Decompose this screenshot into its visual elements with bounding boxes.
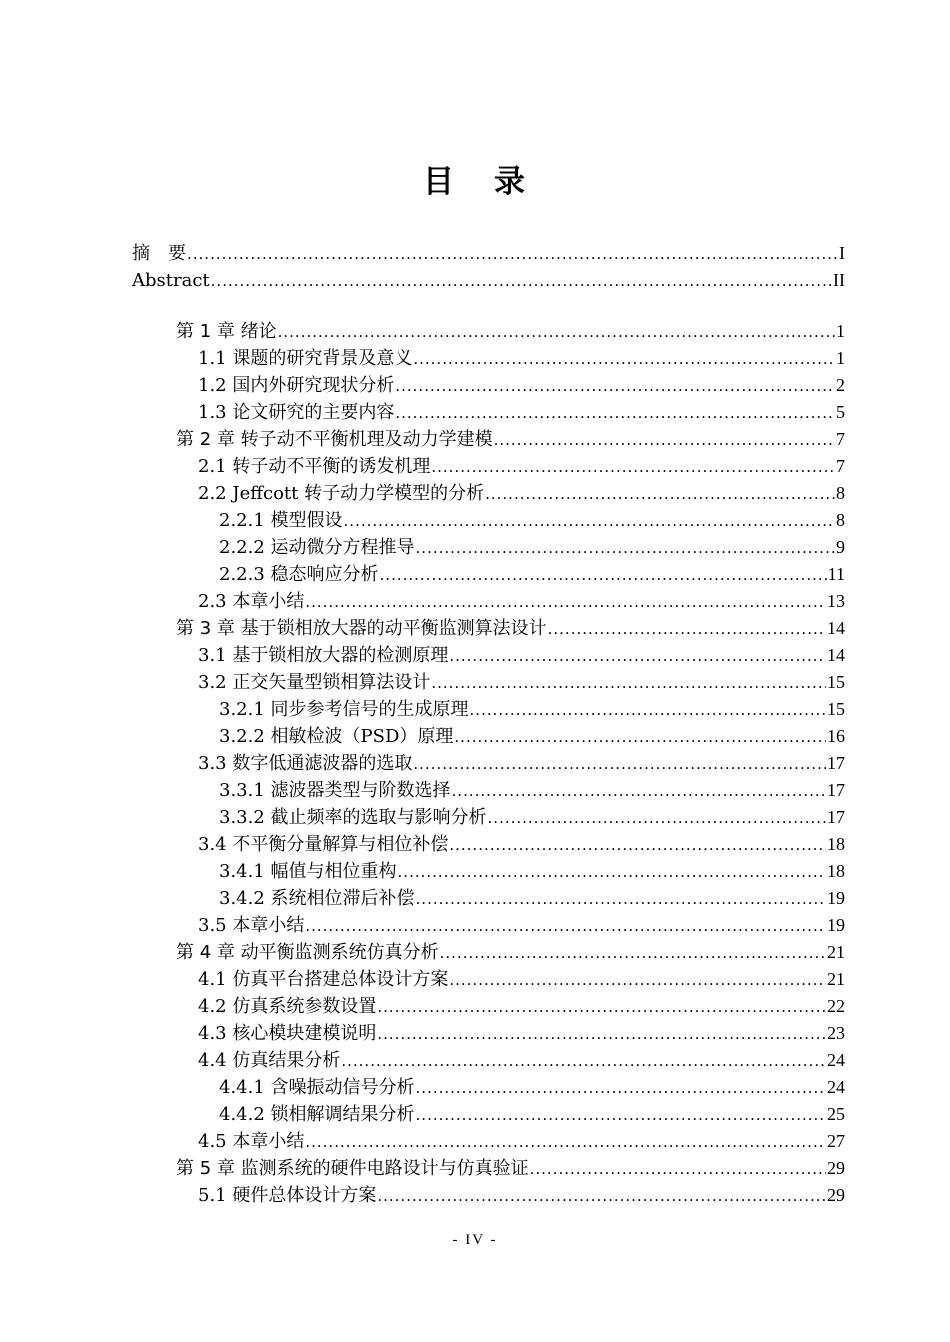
dot-leader: [440, 940, 826, 967]
chapter-entry[interactable]: [176, 939, 845, 966]
dot-leader: [377, 1021, 826, 1048]
page-number-footer: - IV -: [452, 1232, 498, 1248]
dot-leader: [431, 454, 835, 481]
dot-leader: [416, 886, 826, 913]
dot-leader: [305, 913, 826, 940]
chapter-page-number: 7: [836, 429, 845, 449]
front-entry[interactable]: [132, 267, 845, 294]
section-page-number: 24: [827, 1050, 845, 1070]
subsection-entry[interactable]: [219, 507, 845, 534]
section-entry[interactable]: [198, 1128, 845, 1155]
chapter-page-number: 29: [827, 1158, 845, 1178]
dot-leader: [395, 373, 835, 400]
section-page-number: 22: [827, 996, 845, 1016]
dot-leader: [395, 400, 835, 427]
subsection-page-number: 9: [836, 537, 845, 557]
section-page-number: 27: [827, 1131, 845, 1151]
subsection-label: 2.2.1 模型假设: [219, 510, 343, 531]
section-page-number: 7: [836, 456, 845, 476]
dot-leader: [454, 724, 826, 751]
dot-leader: [416, 1075, 826, 1102]
chapter-entry[interactable]: [176, 318, 845, 345]
subsection-entry[interactable]: [219, 561, 845, 588]
dot-leader: [341, 1048, 826, 1075]
section-entry[interactable]: [198, 1182, 845, 1209]
section-label: 5.1 硬件总体设计方案: [198, 1185, 377, 1206]
section-entry[interactable]: [198, 831, 845, 858]
subsection-page-number: 18: [827, 861, 845, 881]
section-entry[interactable]: [198, 453, 845, 480]
chapter-label: 第 1 章 绪论: [176, 321, 277, 342]
section-entry[interactable]: [198, 1020, 845, 1047]
dot-leader: [449, 832, 826, 859]
dot-leader: [494, 427, 835, 454]
subsection-label: 3.3.2 截止频率的选取与影响分析: [219, 807, 487, 828]
subsection-entry[interactable]: [219, 885, 845, 912]
section-label: 3.3 数字低通滤波器的选取: [198, 753, 413, 774]
front-page-number: I: [839, 243, 845, 263]
front-page-number: II: [833, 270, 845, 290]
subsection-entry[interactable]: [219, 696, 845, 723]
section-label: 2.1 转子动不平衡的诱发机理: [198, 456, 431, 477]
subsection-label: 4.4.1 含噪振动信号分析: [219, 1077, 415, 1098]
subsection-entry[interactable]: [219, 723, 845, 750]
section-entry[interactable]: [198, 399, 845, 426]
chapter-label: 第 4 章 动平衡监测系统仿真分析: [176, 942, 439, 963]
dot-leader: [278, 319, 835, 346]
section-label: 3.4 不平衡分量解算与相位补偿: [198, 834, 449, 855]
section-label: 4.1 仿真平台搭建总体设计方案: [198, 969, 449, 990]
dot-leader: [377, 994, 826, 1021]
section-label: 4.3 核心模块建模说明: [198, 1023, 377, 1044]
chapter-entry[interactable]: [176, 1155, 845, 1182]
dot-leader: [530, 1156, 826, 1183]
subsection-page-number: 8: [836, 510, 845, 530]
section-entry[interactable]: [198, 966, 845, 993]
dot-leader: [449, 967, 826, 994]
subsection-page-number: 17: [827, 807, 845, 827]
section-label: 1.3 论文研究的主要内容: [198, 402, 395, 423]
front-label: 摘 要: [132, 243, 186, 264]
chapter-page-number: 1: [836, 321, 845, 341]
section-entry[interactable]: [198, 372, 845, 399]
toc-title-part1: 目: [423, 164, 456, 200]
section-entry[interactable]: [198, 669, 845, 696]
subsection-label: 3.4.2 系统相位滞后补偿: [219, 888, 415, 909]
chapter-entry[interactable]: [176, 615, 845, 642]
section-page-number: 23: [827, 1023, 845, 1043]
subsection-entry[interactable]: [219, 858, 845, 885]
section-entry[interactable]: [198, 588, 845, 615]
dot-leader: [416, 535, 835, 562]
dot-leader: [488, 805, 826, 832]
dot-leader: [413, 751, 826, 778]
toc-title-part2: 录: [494, 164, 527, 200]
section-entry[interactable]: [198, 480, 845, 507]
dot-leader: [548, 616, 826, 643]
dot-leader: [398, 859, 826, 886]
section-page-number: 1: [836, 348, 845, 368]
front-label: Abstract: [132, 270, 210, 291]
front-entry[interactable]: [132, 240, 845, 267]
dot-leader: [452, 778, 826, 805]
chapter-label: 第 3 章 基于锁相放大器的动平衡监测算法设计: [176, 618, 547, 639]
toc-title: [0, 156, 950, 201]
section-entry[interactable]: [198, 642, 845, 669]
section-entry[interactable]: [198, 993, 845, 1020]
section-label: 2.2 Jeffcott 转子动力学模型的分析: [198, 483, 485, 504]
chapter-label: 第 2 章 转子动不平衡机理及动力学建模: [176, 429, 493, 450]
section-label: 4.4 仿真结果分析: [198, 1050, 341, 1071]
section-entry[interactable]: [198, 345, 845, 372]
section-entry[interactable]: [198, 750, 845, 777]
section-label: 3.5 本章小结: [198, 915, 305, 936]
section-page-number: 15: [827, 672, 845, 692]
dot-leader: [305, 1129, 826, 1156]
subsection-entry[interactable]: [219, 777, 845, 804]
section-label: 4.2 仿真系统参数设置: [198, 996, 377, 1017]
subsection-label: 4.4.2 锁相解调结果分析: [219, 1104, 415, 1125]
dot-leader: [380, 562, 827, 589]
subsection-page-number: 25: [827, 1104, 845, 1124]
dot-leader: [211, 268, 832, 295]
section-label: 3.1 基于锁相放大器的检测原理: [198, 645, 449, 666]
chapter-page-number: 21: [827, 942, 845, 962]
subsection-label: 3.3.1 滤波器类型与阶数选择: [219, 780, 451, 801]
section-label: 1.2 国内外研究现状分析: [198, 375, 395, 396]
section-page-number: 17: [827, 753, 845, 773]
subsection-entry[interactable]: [219, 1101, 845, 1128]
subsection-label: 2.2.3 稳态响应分析: [219, 564, 379, 585]
section-page-number: 8: [836, 483, 845, 503]
section-label: 2.3 本章小结: [198, 591, 305, 612]
section-page-number: 29: [827, 1185, 845, 1205]
subsection-page-number: 24: [827, 1077, 845, 1097]
dot-leader: [377, 1183, 826, 1210]
subsection-label: 2.2.2 运动微分方程推导: [219, 537, 415, 558]
dot-leader: [431, 670, 826, 697]
section-entry[interactable]: [198, 1047, 845, 1074]
subsection-label: 3.2.2 相敏检波（PSD）原理: [219, 726, 454, 747]
dot-leader: [413, 346, 835, 373]
subsection-label: 3.2.1 同步参考信号的生成原理: [219, 699, 469, 720]
subsection-entry[interactable]: [219, 534, 845, 561]
subsection-entry[interactable]: [219, 1074, 845, 1101]
section-entry[interactable]: [198, 912, 845, 939]
section-label: 3.2 正交矢量型锁相算法设计: [198, 672, 431, 693]
section-page-number: 13: [827, 591, 845, 611]
chapter-entry[interactable]: [176, 426, 845, 453]
chapter-page-number: 14: [827, 618, 845, 638]
subsection-page-number: 19: [827, 888, 845, 908]
subsection-page-number: 16: [827, 726, 845, 746]
dot-leader: [449, 643, 826, 670]
subsection-entry[interactable]: [219, 804, 845, 831]
section-page-number: 18: [827, 834, 845, 854]
subsection-page-number: 15: [827, 699, 845, 719]
dot-leader: [187, 241, 838, 268]
section-page-number: 14: [827, 645, 845, 665]
section-page-number: 2: [836, 375, 845, 395]
dot-leader: [416, 1102, 826, 1129]
dot-leader: [485, 481, 835, 508]
dot-leader: [344, 508, 835, 535]
dot-leader: [305, 589, 826, 616]
dot-leader: [470, 697, 826, 724]
section-page-number: 21: [827, 969, 845, 989]
section-page-number: 19: [827, 915, 845, 935]
subsection-page-number: 17: [827, 780, 845, 800]
section-label: 4.5 本章小结: [198, 1131, 305, 1152]
subsection-page-number: 11: [827, 564, 845, 584]
chapter-label: 第 5 章 监测系统的硬件电路设计与仿真验证: [176, 1158, 529, 1179]
section-page-number: 5: [836, 402, 845, 422]
subsection-label: 3.4.1 幅值与相位重构: [219, 861, 397, 882]
section-label: 1.1 课题的研究背景及意义: [198, 348, 413, 369]
